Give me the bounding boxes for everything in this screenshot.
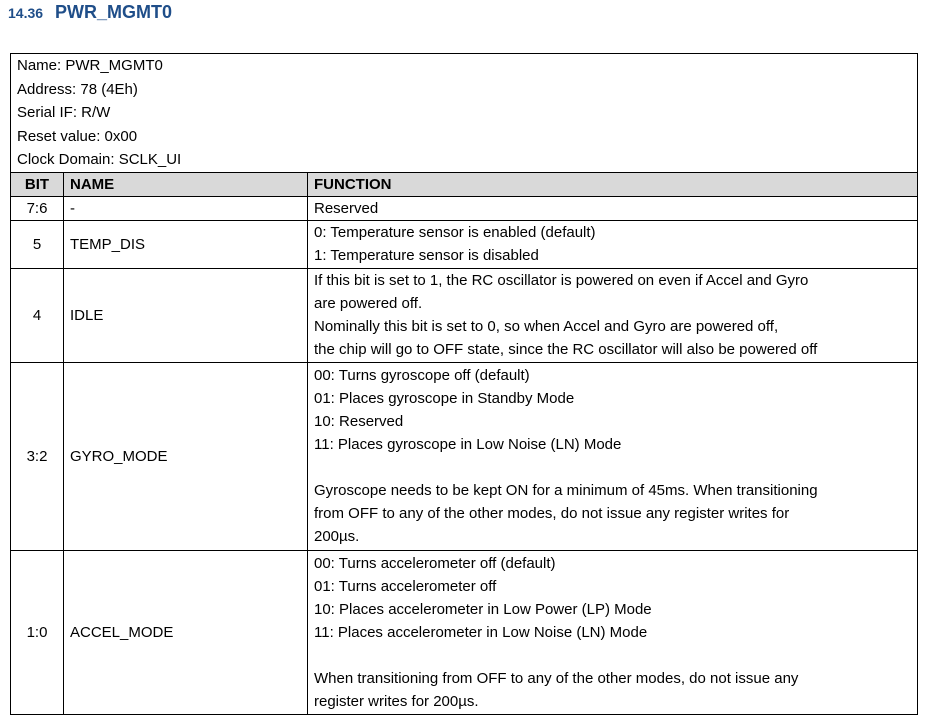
table-row — [11, 550, 918, 714]
bit-cell: 3:2 — [11, 362, 64, 550]
name-cell: GYRO_MODE — [64, 362, 308, 550]
register-serial-if: Serial IF: R/W — [17, 104, 111, 122]
function-line: If this bit is set to 1, the RC oscillator is powered on even if Accel and Gyro — [314, 272, 809, 290]
column-header-bit: BIT — [11, 172, 64, 196]
function-line: 11: Places gyroscope in Low Noise (LN) Mode — [314, 436, 622, 454]
function-cell — [308, 196, 918, 220]
function-line: Gyroscope needs to be kept ON for a minimum of 45ms. When transitioning — [314, 482, 818, 500]
function-line: 11: Places accelerometer in Low Noise (LN) Mode — [314, 623, 648, 641]
function-line: When transitioning from OFF to any of the other modes, do not issue any — [314, 669, 799, 687]
function-cell — [308, 268, 918, 362]
function-line: 10: Reserved — [314, 413, 404, 431]
name-cell: - — [64, 196, 308, 220]
table-header-row — [11, 172, 918, 196]
function-line: 01: Places gyroscope in Standby Mode — [314, 390, 575, 408]
register-info — [11, 54, 918, 173]
name-cell: ACCEL_MODE — [64, 550, 308, 714]
function-line: 0: Temperature sensor is enabled (default) — [314, 224, 596, 242]
blank-line — [314, 456, 911, 479]
bit-cell: 1:0 — [11, 550, 64, 714]
register-info-row — [11, 54, 918, 173]
function-cell — [308, 220, 918, 268]
section-number: 14.36 — [8, 5, 44, 21]
function-line: Reserved — [314, 199, 379, 217]
name-cell: IDLE — [64, 268, 308, 362]
function-line: 01: Turns accelerometer off — [314, 577, 497, 595]
table-row — [11, 220, 918, 268]
name-cell: TEMP_DIS — [64, 220, 308, 268]
function-line: the chip will go to OFF state, since the RC oscillator will also be powered off — [314, 341, 818, 359]
function-line: 1: Temperature sensor is disabled — [314, 247, 539, 265]
function-line: 00: Turns accelerometer off (default) — [314, 554, 556, 572]
table-row — [11, 268, 918, 362]
register-table — [10, 53, 918, 715]
register-clock-domain: Clock Domain: SCLK_UI — [17, 151, 182, 169]
section-heading — [8, 2, 172, 28]
column-header-name: NAME — [64, 172, 308, 196]
table-row — [11, 196, 918, 220]
blank-line — [314, 644, 911, 667]
section-title: PWR_MGMT0 — [55, 2, 173, 22]
function-line: 200µs. — [314, 528, 360, 546]
function-cell — [308, 362, 918, 550]
function-line: register writes for 200µs. — [314, 692, 479, 710]
bit-cell: 7:6 — [11, 196, 64, 220]
register-reset-value: Reset value: 0x00 — [17, 127, 138, 145]
bit-cell: 4 — [11, 268, 64, 362]
register-name: Name: PWR_MGMT0 — [17, 57, 163, 74]
table-row — [11, 362, 918, 550]
column-header-function: FUNCTION — [308, 172, 918, 196]
function-line: from OFF to any of the other modes, do not issue any register writes for — [314, 505, 790, 523]
function-line: are powered off. — [314, 295, 423, 313]
register-address: Address: 78 (4Eh) — [17, 80, 138, 98]
function-line: 10: Places accelerometer in Low Power (LP) Mode — [314, 600, 652, 618]
bit-cell: 5 — [11, 220, 64, 268]
function-line: Nominally this bit is set to 0, so when Accel and Gyro are powered off, — [314, 318, 779, 336]
function-cell — [308, 550, 918, 714]
function-line: 00: Turns gyroscope off (default) — [314, 367, 530, 385]
